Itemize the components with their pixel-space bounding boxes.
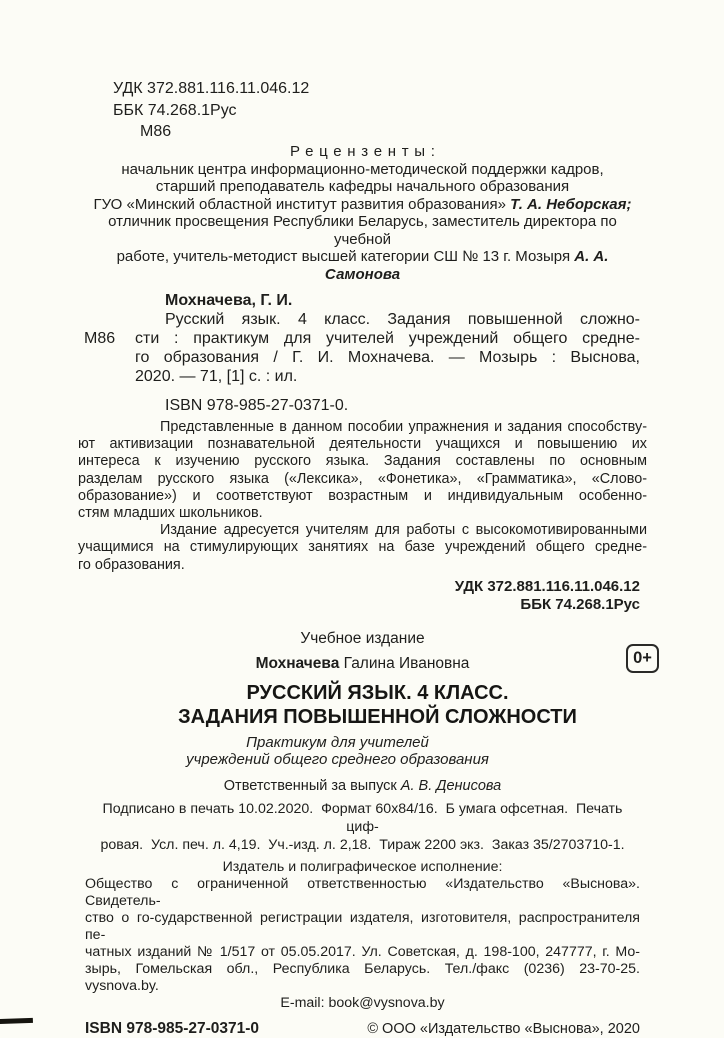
reviewer-affiliation: ГУО «Минский областной институт развития образования» — [93, 195, 511, 213]
catalog-author: Мохначева, Г. И. — [165, 292, 293, 309]
author-sign-code: М86 — [140, 123, 172, 140]
classification-block — [113, 78, 640, 143]
publisher-line: Общество с ограниченной ответственностью «Издательство «Выснова». Свидетель- — [85, 875, 640, 909]
reviewer-affiliation: работе, учитель-методист высшей категории СШ № 13 г. Мозыря — [116, 248, 575, 265]
annotation-line: ют активизации познавательной деятельности учащихся и повышению их — [78, 436, 647, 453]
reviewer-line — [85, 196, 640, 214]
classification-block-right — [85, 578, 640, 614]
annotation-line: Издание адресуется учителям для работы с высокомотивированными — [160, 522, 647, 539]
isbn: ISBN 978-985-27-0371-0 — [85, 1019, 260, 1037]
reviewers-heading: Рецензенты: — [290, 142, 441, 160]
age-rating-badge: 0+ — [626, 644, 659, 673]
publisher-line: ство о го-сударственной регистрации издателя, изготовителя, распространителя пе- — [85, 909, 640, 943]
catalog-line: го образования / Г. И. Мохначева. — Мозырь : Выснова, — [135, 349, 640, 366]
publisher-line: чатных изданий № 1/517 от 05.05.2017. Ул. Советская, д. 198-100, 247777, г. Мо- — [85, 943, 640, 960]
responsible-for-issue — [85, 778, 640, 795]
copyright: © ООО «Издательство «Выснова», 2020 — [367, 1020, 640, 1037]
annotation-line: Представленные в данном пособии упражнения и задания способству- — [160, 419, 647, 435]
publisher-info — [85, 876, 640, 1012]
author-given-names: Галина Ивановна — [339, 654, 470, 672]
annotation-line: образование») и соответствуют возрастным и индивидуальным особенно- — [78, 487, 647, 504]
imprint-line: Подписано в печать 10.02.2020. Формат 60х84/16. Б умага офсетная. Печать циф- — [102, 800, 627, 835]
annotation-line: учащимися на стимулирующих занятиях на базе учреждений общего средне- — [78, 539, 647, 556]
edition-type: Учебное издание — [300, 629, 425, 647]
bbk-code: ББК 74.268.1Рус — [520, 595, 640, 613]
catalog-isbn: ISBN 978-985-27-0371-0. — [165, 397, 349, 414]
responsible-name: А. В. Денисова — [400, 777, 502, 794]
annotation-line: интереса к изучению русского языка. Задания составлены по основным — [78, 453, 647, 470]
annotation-line: разделам русского языка («Лексика», «Фонетика», «Грамматика», «Слово- — [78, 470, 647, 487]
reviewer-name: А. А. Самонова — [324, 248, 609, 283]
reviewer-name: Т. А. Неборская; — [510, 195, 632, 213]
udk-code: УДК 372.881.116.11.046.12 — [113, 80, 310, 97]
scan-corner-artifact — [0, 1018, 33, 1024]
publisher-email: E-mail: book@vysnova.by — [280, 994, 445, 1011]
book-title-line: РУССКИЙ ЯЗЫК. 4 КЛАСС. — [246, 681, 509, 704]
bbk-code: ББК 74.268.1Рус — [113, 101, 237, 119]
annotation-line: стям младших школьников. — [78, 505, 263, 522]
publisher-line: зырь, Гомельская обл., Республика Беларусь. Тел./факс (0236) 23-70-25. vysnova.by. — [85, 960, 640, 994]
reviewers-section — [85, 143, 640, 284]
reviewer-line: отличник просвещения Республики Беларусь, заместитель директора по учебной — [108, 213, 617, 248]
footer — [85, 1020, 640, 1038]
catalog-line: Русский язык. 4 класс. Задания повышенной сложно- — [165, 311, 640, 328]
responsible-label: Ответственный за выпуск — [223, 777, 401, 794]
author-full-name — [85, 654, 640, 673]
catalog-line: 2020. — 71, [1] с. : ил. — [135, 368, 298, 385]
book-subtitle-line: Практикум для учителей — [246, 733, 429, 751]
print-imprint — [85, 800, 640, 854]
reviewer-line — [85, 248, 640, 283]
publisher-heading: Издатель и полиграфическое исполнение: — [222, 858, 503, 875]
author-surname: Мохначева — [255, 654, 340, 672]
book-title-line: ЗАДАНИЯ ПОВЫШЕННОЙ СЛОЖНОСТИ — [178, 705, 577, 728]
imprint-line: ровая. Усл. печ. л. 4,19. Уч.-изд. л. 2,18. Тираж 2200 экз. Заказ 35/2703710-1. — [100, 836, 625, 853]
catalog-line: сти : практикум для учителей учреждений общего средне- — [135, 330, 640, 347]
reviewer-line: начальник центра информационно-методической поддержки кадров, — [121, 160, 604, 178]
udk-code: УДК 372.881.116.11.046.12 — [454, 577, 640, 595]
annotation-line: го образования. — [78, 556, 185, 573]
reviewer-line: старший преподаватель кафедры начального образования — [155, 178, 570, 195]
book-title — [85, 681, 640, 729]
annotation — [78, 419, 647, 574]
catalog-author-sign: М86 — [84, 330, 116, 347]
book-subtitle — [60, 734, 615, 769]
catalog-entry — [84, 291, 640, 386]
book-subtitle-line: учреждений общего среднего образования — [186, 751, 489, 769]
